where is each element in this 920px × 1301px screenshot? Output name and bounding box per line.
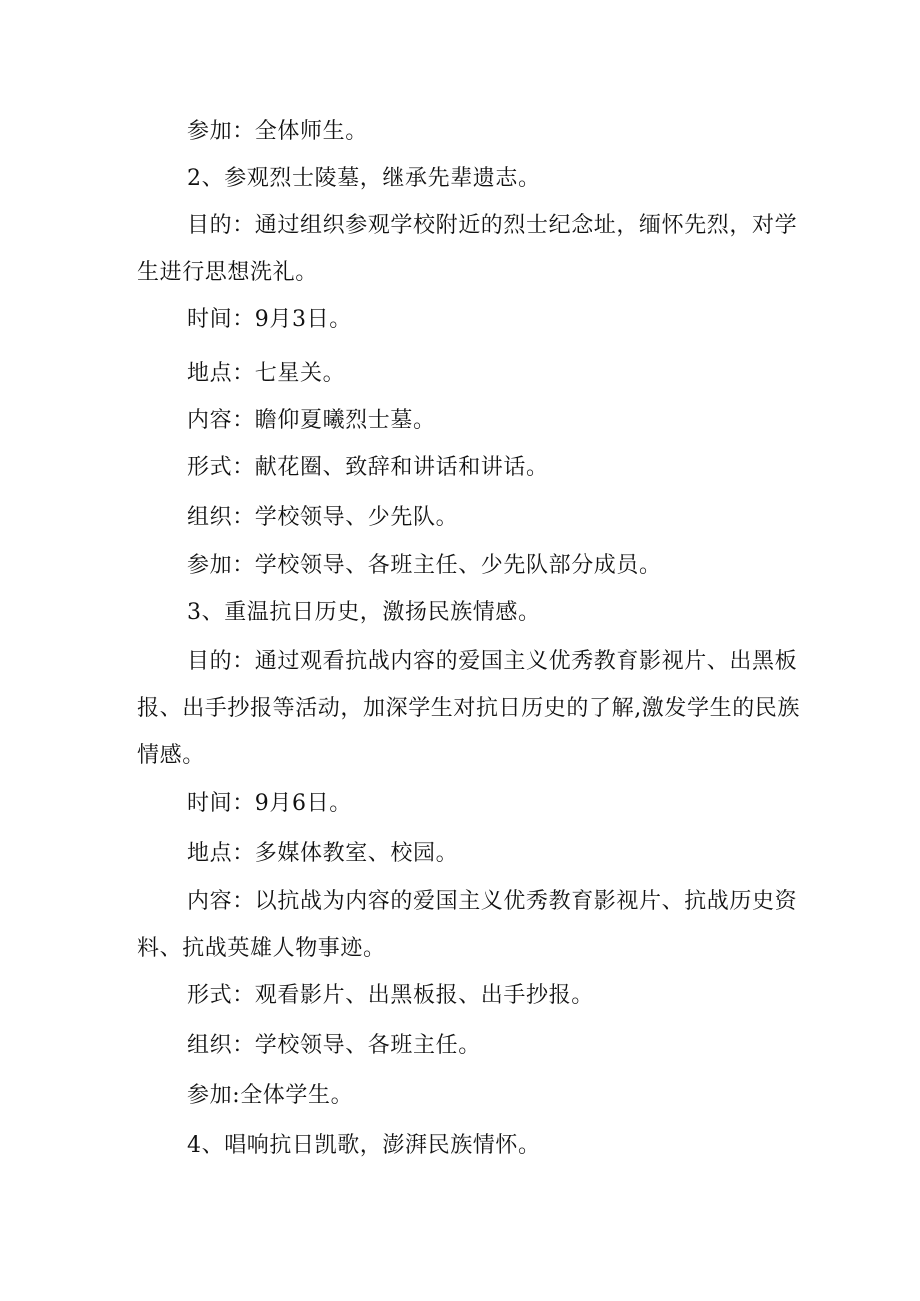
paragraph-organizer-2: 组织：学校领导、少先队。	[187, 505, 459, 530]
paragraph-participants-3: 参加:全体学生。	[187, 1083, 354, 1108]
heading-item-2: 2、参观烈士陵墓，继承先辈遗志。	[187, 166, 541, 191]
paragraph-form-3: 形式：观看影片、出黑板报、出手抄报。	[187, 983, 594, 1008]
paragraph-participants-2: 参加：学校领导、各班主任、少先队部分成员。	[187, 553, 662, 578]
heading-item-3: 3、重温抗日历史，激扬民族情感。	[187, 600, 541, 625]
heading-item-4: 4、唱响抗日凯歌，澎湃民族情怀。	[187, 1133, 541, 1158]
paragraph-location-3: 地点：多媒体教室、校园。	[187, 841, 459, 866]
paragraph-time-2: 时间：9月3日。	[187, 307, 352, 332]
paragraph-participants-1: 参加：全体师生。	[187, 119, 368, 144]
paragraph-form-2: 形式：献花圈、致辞和讲话和讲话。	[187, 455, 549, 480]
paragraph-organizer-3: 组织：学校领导、各班主任。	[187, 1033, 481, 1058]
paragraph-purpose-2: 目的：通过组织参观学校附近的烈士纪念址，缅怀先烈，对学生进行思想洗礼。	[137, 213, 798, 285]
paragraph-content-3: 内容：以抗战为内容的爱国主义优秀教育影视片、抗战历史资料、抗战英雄人物事迹。	[137, 889, 798, 961]
paragraph-purpose-3: 目的：通过观看抗战内容的爱国主义优秀教育影视片、出黑板报、出手抄报等活动，加深学生对抗日历史的了解,激发学生的民族情感。	[137, 649, 800, 768]
paragraph-content-2: 内容：瞻仰夏曦烈士墓。	[187, 408, 436, 433]
paragraph-location-2: 地点：七星关。	[187, 361, 346, 386]
paragraph-time-3: 时间：9月6日。	[187, 791, 352, 816]
